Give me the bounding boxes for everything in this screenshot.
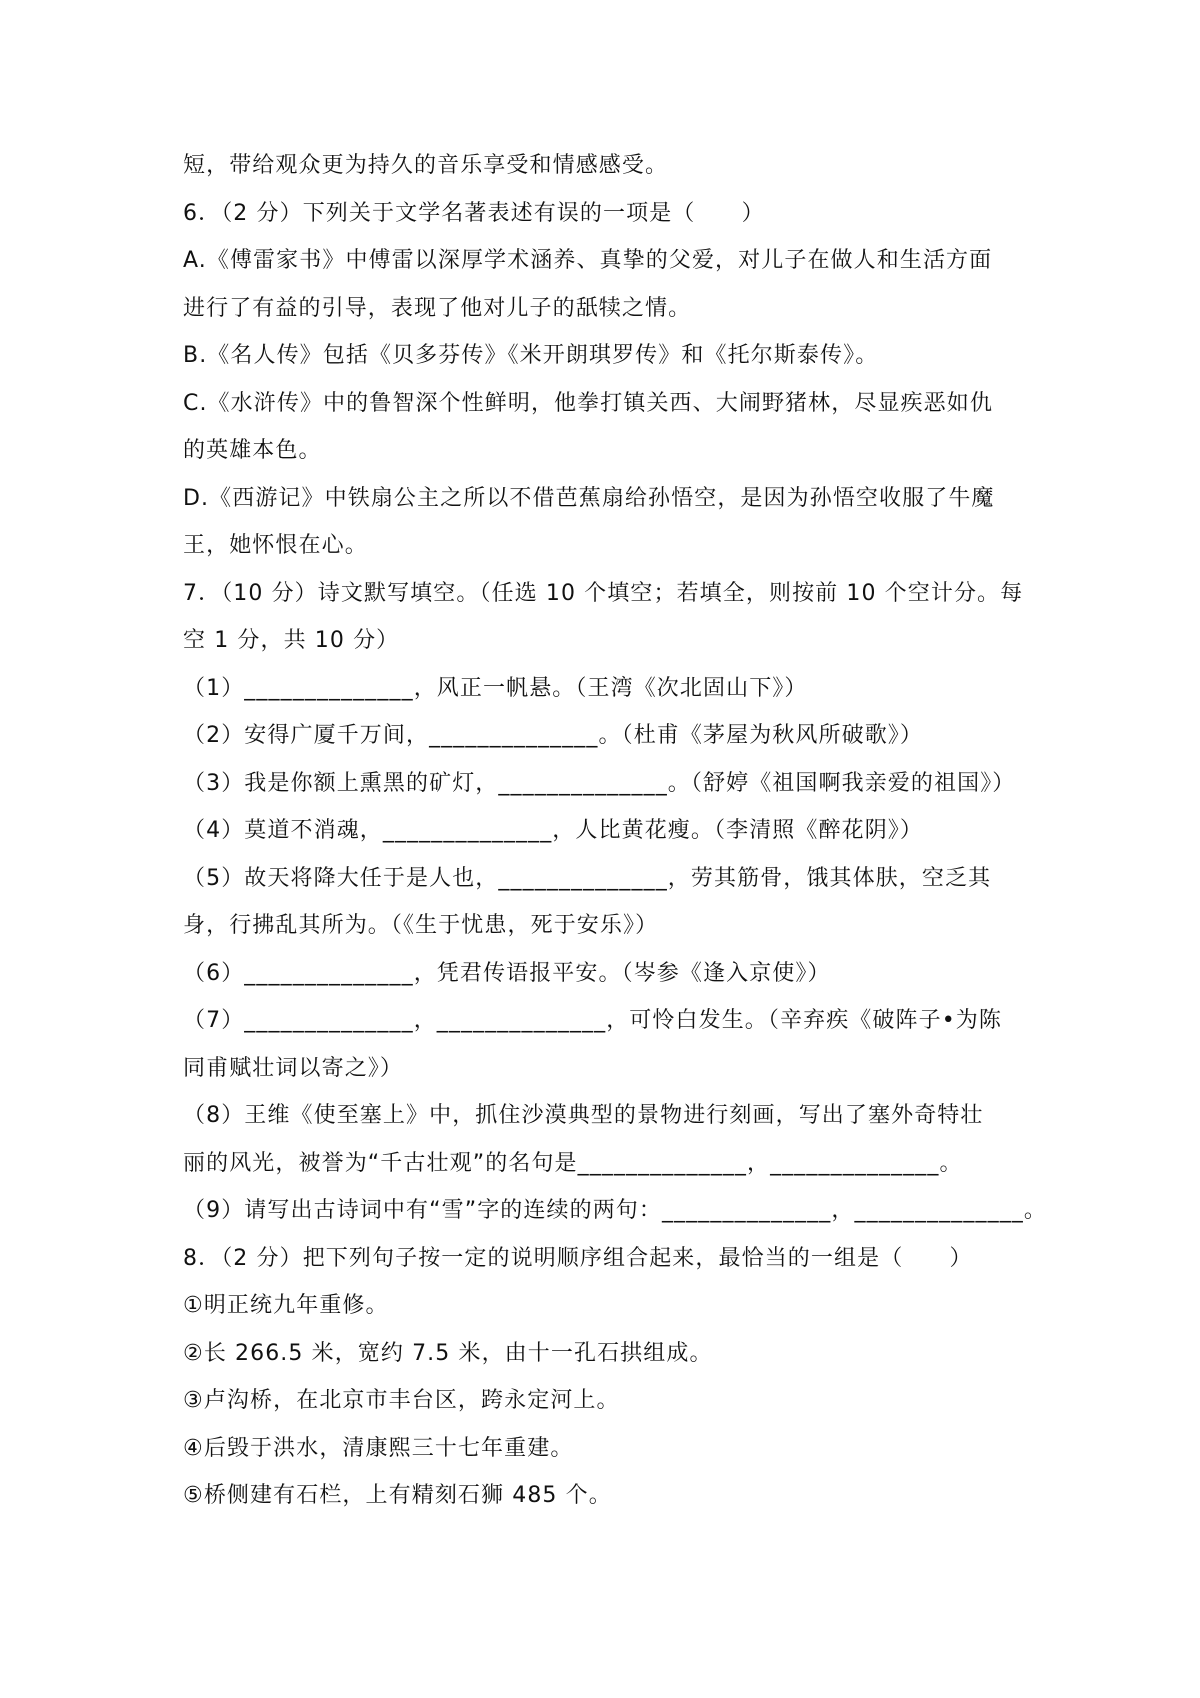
document-page <box>183 150 1047 1528</box>
sentence-4: ④后毁于洪水，清康熙三十七年重建。 <box>183 1435 574 1461</box>
fill-item-8-continuation: 丽的风光，被誉为“千古壮观”的名句是______________，______________。 <box>183 1150 963 1176</box>
option-a-continuation: 进行了有益的引导，表现了他对儿子的舐犊之情。 <box>183 295 692 321</box>
fill-item-2: （2）安得广厦千万间，______________。（杜甫《茅屋为秋风所破歌》） <box>183 723 923 748</box>
fill-item-1: （1）______________，风正一帆悬。（王湾《次北固山下》） <box>183 675 808 701</box>
option-a-line: A.《傅雷家书》中傅雷以深厚学术涵养、真挚的父爱，对儿子在做人和生活方面 <box>183 248 993 273</box>
question-6-stem: 6．（2 分）下列关于文学名著表述有误的一项是（ ） <box>183 200 765 226</box>
sentence-1: ①明正统九年重修。 <box>183 1293 389 1318</box>
fill-item-8: （8）王维《使至塞上》中，抓住沙漠典型的景物进行刻画，写出了塞外奇特壮 <box>183 1103 984 1128</box>
fill-item-6: （6）______________，凭君传语报平安。（岑参《逢入京使》） <box>183 960 831 986</box>
question-8-stem: 8．（2 分）把下列句子按一定的说明顺序组合起来，最恰当的一组是（ ） <box>183 1245 973 1271</box>
fill-item-4: （4）莫道不消魂，______________，人比黄花瘦。（李清照《醉花阴》） <box>183 818 923 843</box>
option-c-line: C.《水浒传》中的鲁智深个性鲜明，他拳打镇关西、大闹野猪林，尽显疾恶如仇 <box>183 390 993 416</box>
sentence-5: ⑤桥侧建有石栏，上有精刻石狮 485 个。 <box>183 1483 612 1508</box>
option-b-line: B.《名人传》包括《贝多芬传》《米开朗琪罗传》和《托尔斯泰传》。 <box>183 343 879 368</box>
fill-item-7: （7）______________，______________，可怜白发生。（辛弃疾《破阵子•为陈 <box>183 1008 1002 1033</box>
question-7-continuation: 空 1 分，共 10 分） <box>183 628 400 653</box>
fill-item-5-continuation: 身，行拂乱其所为。（《生于忧患，死于安乐》） <box>183 913 659 938</box>
option-d-line: D.《西游记》中铁扇公主之所以不借芭蕉扇给孙悟空，是因为孙悟空收服了牛魔 <box>183 485 995 511</box>
fill-item-9: （9）请写出古诗词中有“雪”字的连续的两句：______________，______________。 <box>183 1198 1047 1223</box>
sentence-3: ③卢沟桥，在北京市丰台区，跨永定河上。 <box>183 1388 620 1413</box>
fill-item-5: （5）故天将降大任于是人也，______________，劳其筋骨，饿其体肤，空乏其 <box>183 865 992 891</box>
option-c-continuation: 的英雄本色。 <box>183 438 322 463</box>
question-7-stem: 7．（10 分）诗文默写填空。（任选 10 个填空；若填全，则按前 10 个空计分。每 <box>183 580 1024 606</box>
fill-item-3: （3）我是你额上熏黑的矿灯，______________。（舒婷《祖国啊我亲爱的祖国》） <box>183 770 1016 796</box>
option-d-continuation: 王，她怀恨在心。 <box>183 533 368 558</box>
fill-item-7-continuation: 同甫赋壮词以寄之》） <box>183 1055 404 1081</box>
text-line: 短，带给观众更为持久的音乐享受和情感感受。 <box>183 153 669 178</box>
sentence-2: ②长 266.5 米，宽约 7.5 米，由十一孔石拱组成。 <box>183 1340 713 1366</box>
